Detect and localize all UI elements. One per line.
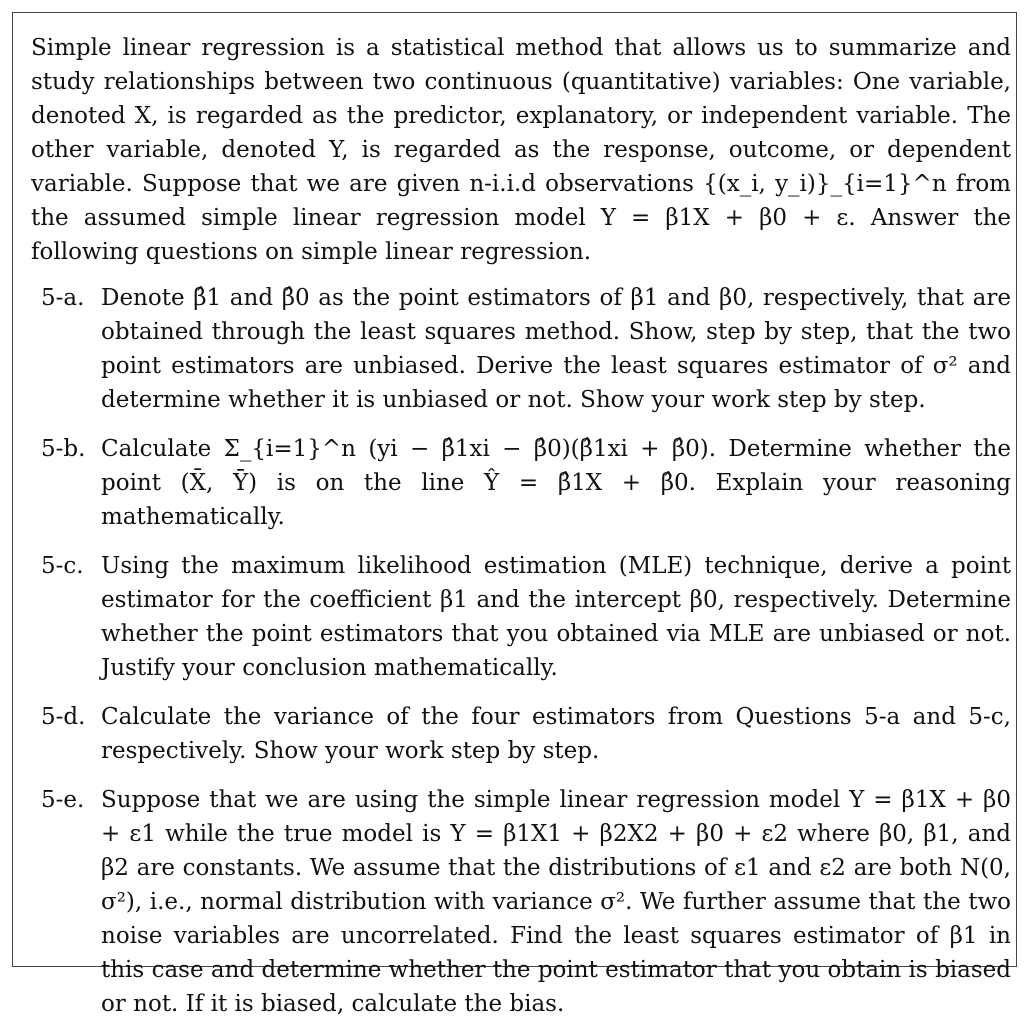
question-label: 5-e. <box>41 787 85 813</box>
problem-box <box>12 12 1017 1017</box>
question-text: Using the maximum likelihood estimation (MLE) technique, derive a point estimator for the coefficient β1 and the intercept β0, respectively. Determine whether the point estimators that you obtained via MLE are unbiased or not. Justify your conclusion mathematically. <box>101 553 1011 681</box>
question-5a <box>41 281 1011 417</box>
question-label: 5-a. <box>41 285 85 311</box>
question-label: 5-c. <box>41 553 84 579</box>
question-text: Suppose that we are using the simple linear regression model Y = β1X + β0 + ε1 while the true model is Y = β1X1 + β2X2 + β0 + ε2 where β0, β1, and β2 are constants. We assume that the distributions of ε1 and ε2 are both N(0, σ²), i.e., normal distribution with variance σ². We further assume that the two noise variables are uncorrelated. Find the least squares estimator of β1 in this case and determine whether the point estimator that you obtain is biased or not. If it is biased, calculate the bias. <box>101 787 1011 1017</box>
question-text: Calculate Σ_{i=1}^n (yi − β̂1xi − β̂0)(β̂1xi + β̂0). Determine whether the point (X̄, Ȳ) is on the line Ŷ = β̂1X + β̂0. Explain your reasoning mathematically. <box>101 436 1011 530</box>
question-5d <box>41 700 1011 768</box>
problem-content <box>31 31 1011 1036</box>
question-5b <box>41 432 1011 534</box>
question-5e <box>41 783 1011 1021</box>
intro-paragraph: Simple linear regression is a statistical method that allows us to summarize and study relationships between two continuous (quantitative) variables: One variable, denoted X, is regarded as the predictor, explanatory, or independent variable. The other variable, denoted Y, is regarded as the response, outcome, or dependent variable. Suppose that we are given n-i.i.d observations {(x_i, y_i)}_{i=1}^n from the assumed simple linear regression model Y = β1X + β0 + ε. Answer the following questions on simple linear regression. <box>31 35 1011 265</box>
question-text: Denote β̂1 and β̂0 as the point estimators of β1 and β0, respectively, that are obtained through the least squares method. Show, step by step, that the two point estimators are unbiased. Derive the least squares estimator of σ² and determine whether it is unbiased or not. Show your work step by step. <box>101 285 1011 413</box>
question-label: 5-d. <box>41 704 86 730</box>
question-text: Calculate the variance of the four estimators from Questions 5-a and 5-c, respectively. Show your work step by step. <box>101 704 1011 764</box>
question-label: 5-b. <box>41 436 86 462</box>
question-5c <box>41 549 1011 685</box>
